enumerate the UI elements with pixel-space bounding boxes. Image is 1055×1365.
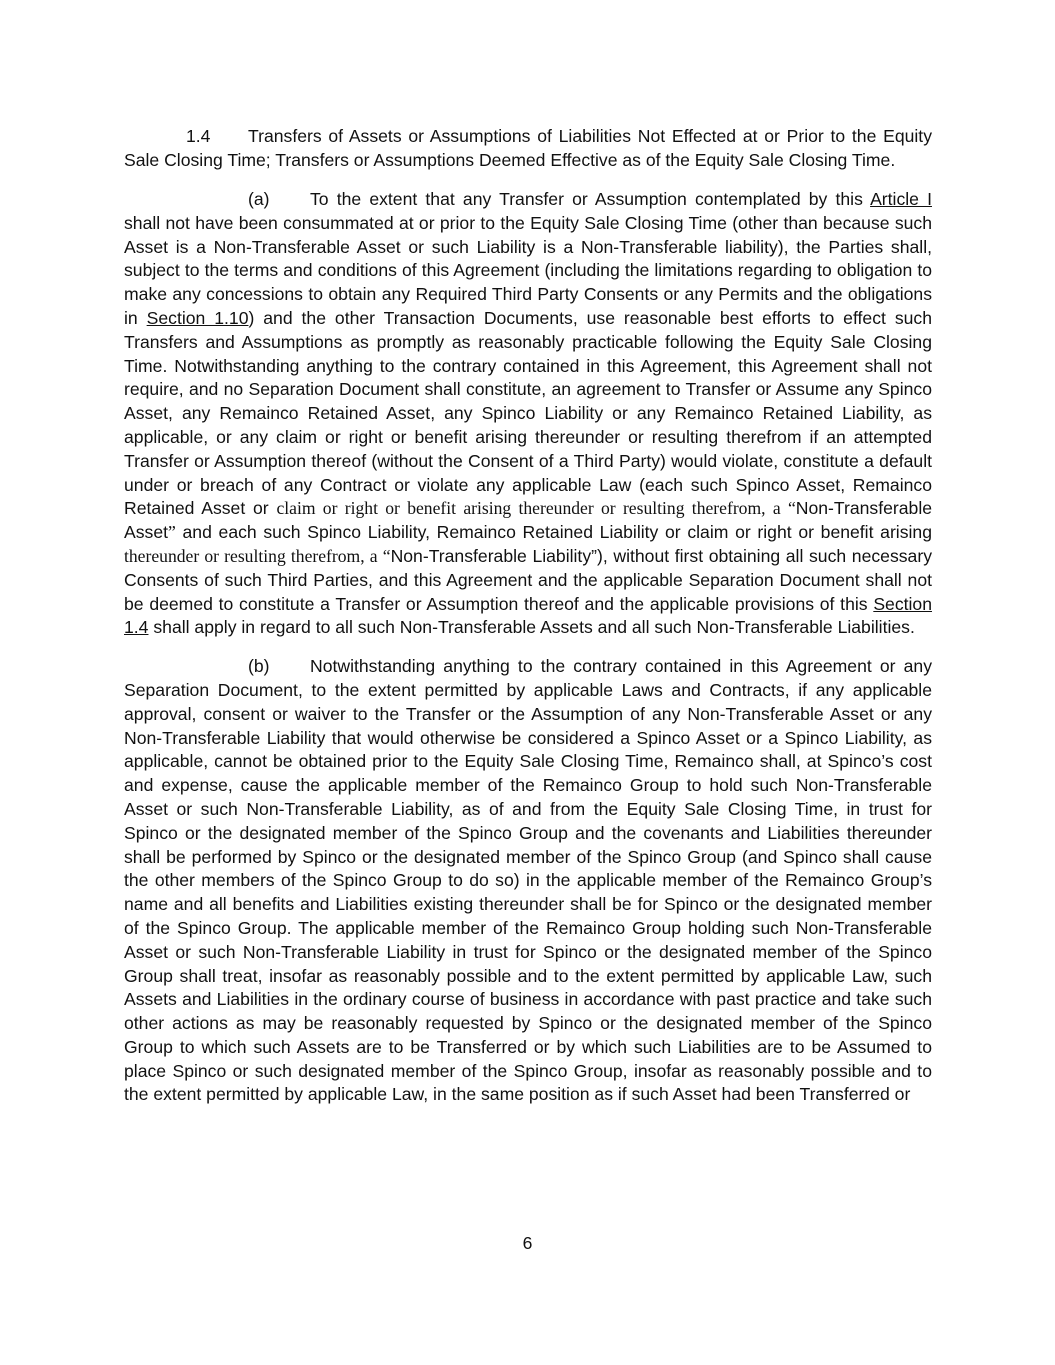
defined-term-non-transferable-asset: Non-Transferable Asset [124,498,933,543]
section-heading [124,124,932,172]
paragraph-b [124,655,932,1107]
paragraph-a-text-8: ”), without first obtaining all such necessary Consents of such Third Parties, and this Agreement and the applicable Separation Document shall not be deemed to constitute a Transfer or Assumption thereof and the applicable provisions of this [124,545,932,614]
article-i-reference: Article I [870,189,932,209]
paragraph-a-text-7: thereunder or resulting therefrom, a “ [124,545,391,566]
section-title: Transfers of Assets or Assumptions of Liabilities Not Effected at or Prior to the Equity Sale Closing Time; Transfers or Assumptions Deemed Effective as of the Equity Sale Closing Time. [124,126,932,170]
paragraph-b-text: Notwithstanding anything to the contrary contained in this Agreement or any Separation Document, to the extent permitted by applicable Laws and Contracts, if any applicable approval, consent or waiver to the Transfer or the Assumption of any Non-Transferable Asset or any Non-Transferable Liability that would otherwise be considered a Spinco Asset or a Spinco Liability, as applicable, cannot be obtained prior to the Equity Sale Closing Time, Remainco shall, at Spinco’s cost and expense, cause the applicable member of the Remainco Group to hold such Non-Transferable Asset or such Non-Transferable Liability, as of and from the Equity Sale Closing Time, in trust for Spinco or the designated member of the Spinco Group and the covenants and Liabilities thereunder shall be performed by Spinco or the designated member of the Spinco Group (and Spinco shall cause the other members of the Spinco Group to do so) in the applicable member of the Remainco Group’s name and all benefits and Liabilities existing thereunder shall be for Spinco or the designated member of the Spinco Group. The applicable member of the Remainco Group holding such Non-Transferable Asset or such Non-Transferable Liability in trust for Spinco or the designated member of the Spinco Group shall treat, insofar as reasonably possible and to the extent permitted by applicable Law, such Assets and Liabilities in the ordinary course of business in accordance with past practice and take such other actions as may be reasonably requested by Spinco or the designated member of the Spinco Group to which such Assets are to be Transferred or by which such Liabilities are to be Assumed to place Spinco or such designated member of the Spinco Group, insofar as reasonably possible and to the extent permitted by applicable Law, in the same position as if such Asset had been Transferred or [124,656,932,1105]
paragraph-a [124,188,932,640]
paragraph-b-label: (b) [248,656,270,677]
paragraph-a-text-9: shall apply in regard to all such Non-Transferable Assets and all such Non-Transferable Liabilities. [148,617,915,638]
section-1-10-reference: Section 1.10 [146,307,249,328]
paragraph-a-text-6: and each such Spinco Liability, Remainco Retained Liability or claim or right or benefit arising [175,522,932,543]
paragraph-a-text-3: ) and the other Transaction Documents, use reasonable best efforts to effect such Transfers and Assumptions as promptly as reasonably practicable following the Equity Sale Closing Time. Notwithstanding anything to the contrary contained in this Agreement, this Agreement shall not require, and no Separation Document shall constitute, an agreement to Transfer or Assume any Spinco Asset, any Remainco Retained Asset, any Spinco Liability or any Remainco Retained Liability, as applicable, or any claim or right or benefit arising thereunder or resulting therefrom if an attempted Transfer or Assumption thereof (without the Consent of a Third Party) would violate, constitute a default under or breach of any Contract or violate any applicable Law (each such Spinco Asset, Remainco Retained Asset or [124,307,932,519]
paragraph-a-label: (a) [248,189,270,209]
section-1-4-reference: Section 1.4 [124,593,932,638]
defined-term-non-transferable-liability: Non-Transferable Liability [390,545,592,566]
paragraph-a-text-1: To the extent that any Transfer or Assumption contemplated by this [310,189,871,209]
document-page [124,124,932,1122]
paragraph-a-text-4: claim or right or benefit arising thereunder or resulting therefrom, a “ [276,498,796,519]
paragraph-a-text-5: ” [168,522,176,543]
page-number: 6 [522,1233,533,1253]
paragraph-a-text-2: shall not have been consummated at or prior to the Equity Sale Closing Time (other than because such Asset is a Non-Transferable Asset or such Liability is a Non-Transferable liability), the Parties shall, subject to the terms and conditions of this Agreement (including the limitations regarding to obligation to make any concessions to obtain any Required Third Party Consents or any Permits and the obligations in [124,212,932,328]
section-number: 1.4 [186,126,211,146]
